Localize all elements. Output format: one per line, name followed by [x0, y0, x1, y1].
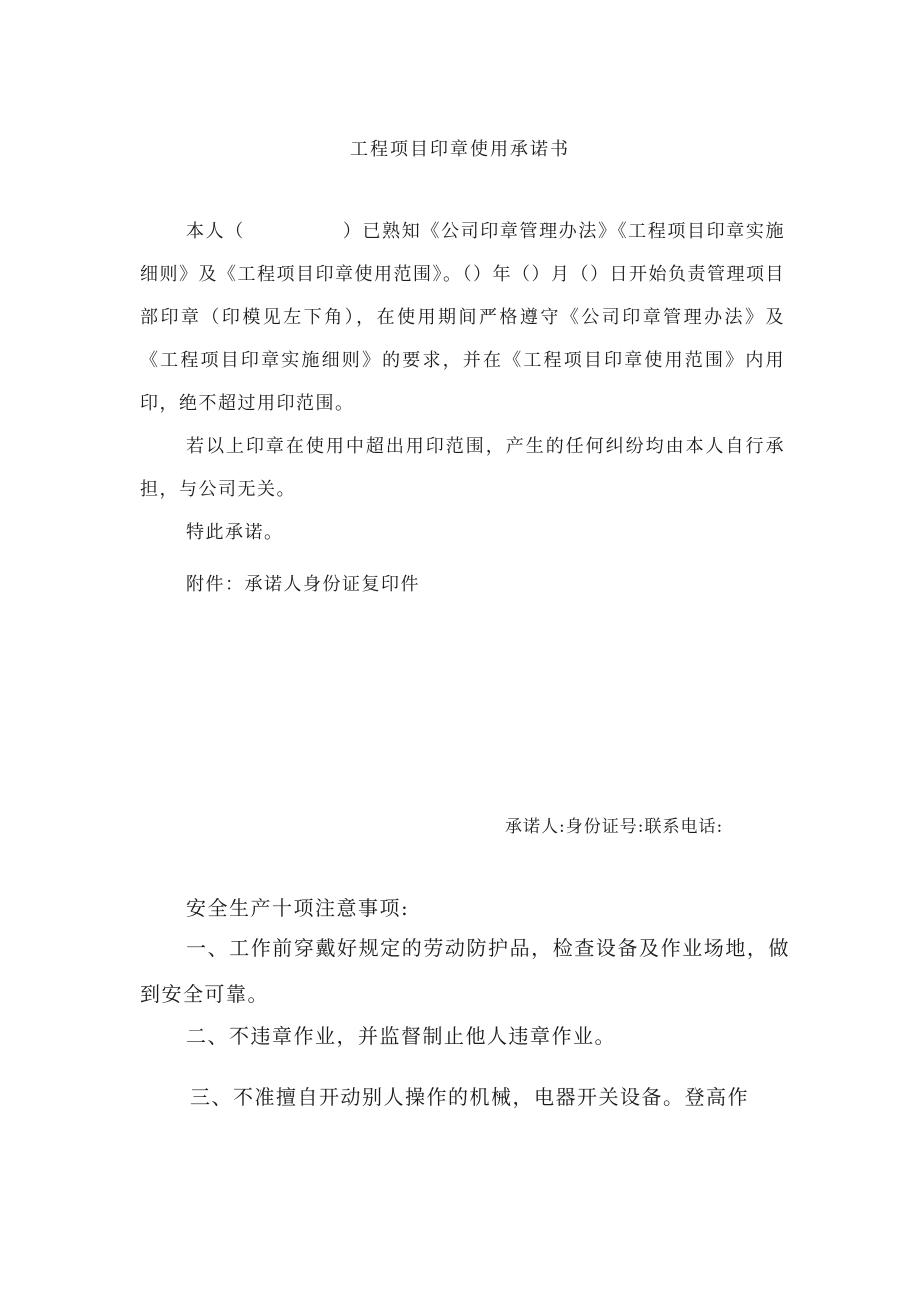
- commitment-closing: 特此承诺。: [186, 522, 284, 543]
- attachment-note: 附件：承诺人身份证复印件: [186, 574, 420, 595]
- safety-item-1: 一、工作前穿戴好规定的劳动防护品，检查设备及作业场地，做到安全可靠。: [140, 936, 790, 1006]
- safety-item-2: 二、不违章作业，并监督制止他人违章作业。: [186, 1024, 616, 1048]
- commitment-paragraph-2: 若以上印章在使用中超出用印范围，产生的任何纠纷均由本人自行承担，与公司无关。: [140, 436, 785, 500]
- safety-item-3: 三、不准擅自开动别人操作的机械，电器开关设备。登高作: [190, 1085, 749, 1109]
- signature-line: 承诺人:身份证号:联系电话:: [505, 817, 724, 837]
- commitment-paragraph-1: 本人（ ）已熟知《公司印章管理办法》《工程项目印章实施细则》及《工程项目印章使用范围》。（）年（）月（）日开始负责管理项目部印章（印模见左下角），在使用期间严格遵守《公司印章管理办法》及《工程项目印章实施细则》的要求，并在《工程项目印章使用范围》内用印，绝不超过用印范围。: [140, 221, 785, 414]
- document-title: 工程项目印章使用承诺书: [350, 139, 570, 160]
- safety-title: 安全生产十项注意事项:: [186, 896, 410, 920]
